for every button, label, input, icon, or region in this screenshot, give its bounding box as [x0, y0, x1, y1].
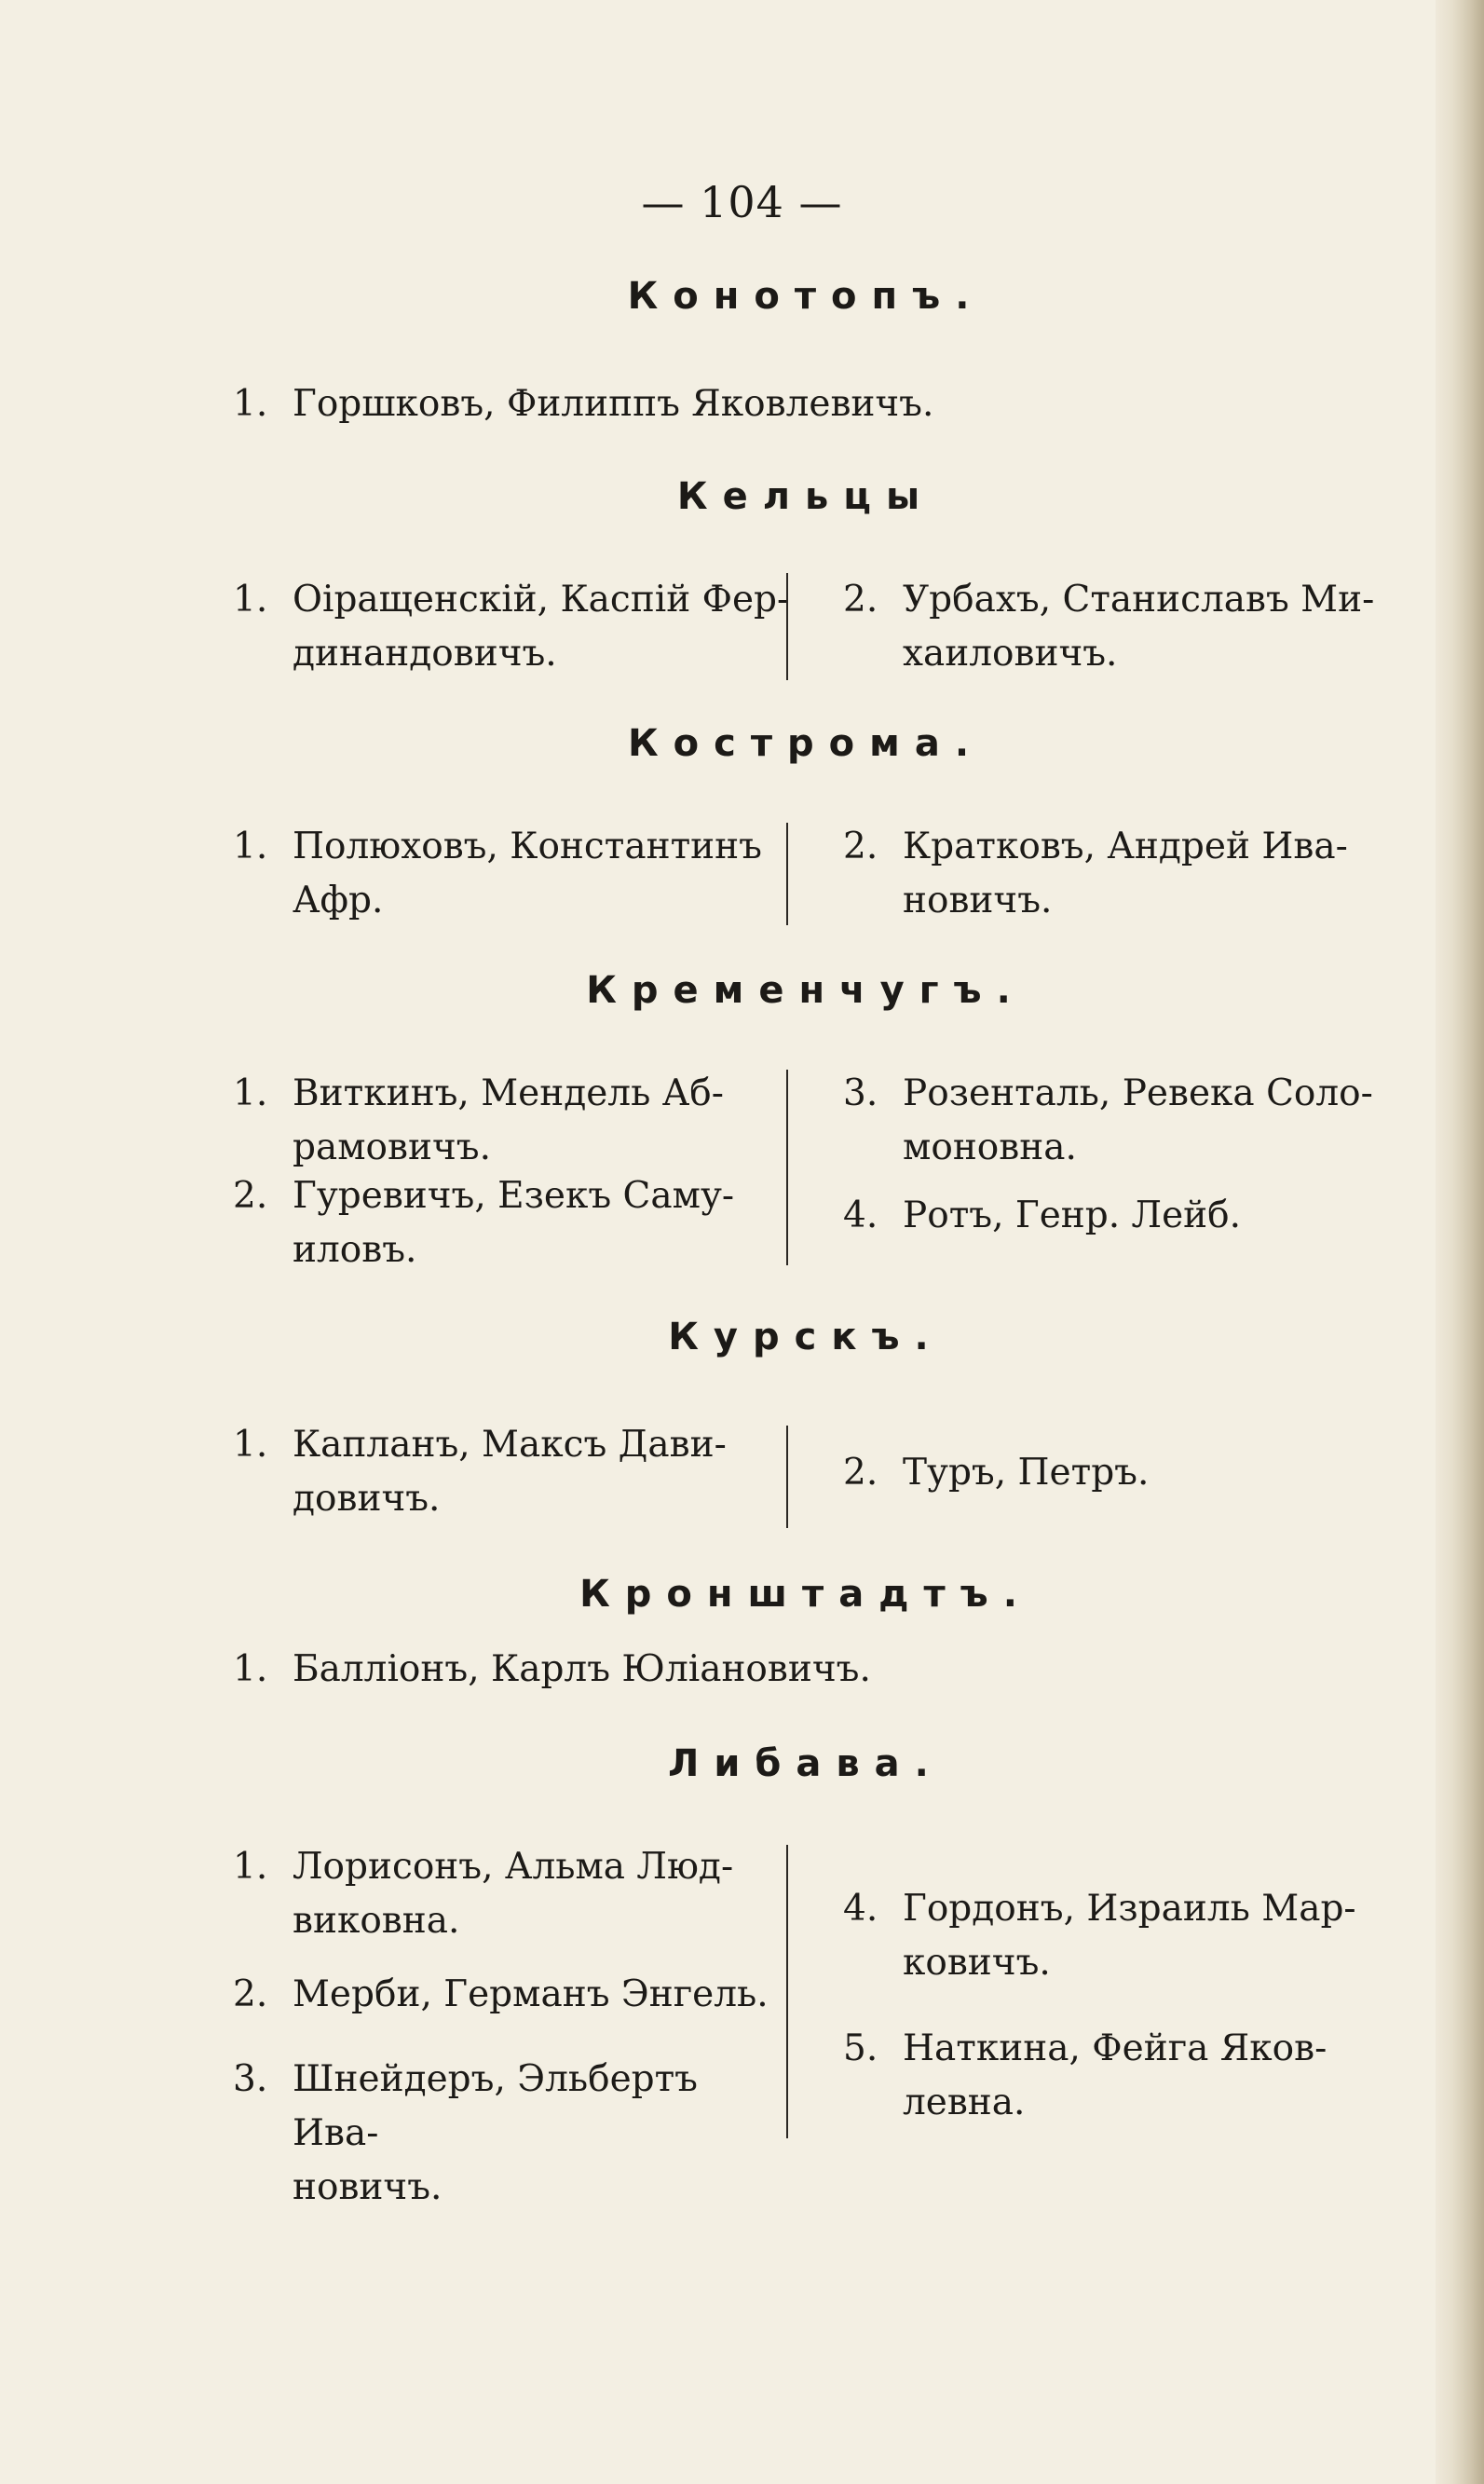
entry-line: Туръ, Петръ. — [903, 1452, 1150, 1494]
section-heading: Кельцы — [676, 475, 935, 518]
entry-line: Ротъ, Генр. Лейб. — [903, 1194, 1242, 1236]
entry-line: моновна. — [903, 1126, 1077, 1168]
entry-line: иловъ. — [293, 1229, 417, 1271]
entry-line: Капланъ, Максъ Дави- — [293, 1424, 727, 1466]
column-divider — [786, 1426, 788, 1528]
section-heading: Конотопъ. — [627, 275, 985, 318]
entry-number: 2. — [843, 579, 878, 621]
entry-number: 2. — [233, 1973, 268, 2015]
entry-number: 2. — [843, 826, 878, 867]
entry-number: 1. — [233, 1424, 268, 1466]
column-divider — [786, 573, 788, 680]
column-divider — [786, 823, 788, 925]
entry-number: 4. — [843, 1194, 878, 1236]
entry-name: Балліонъ, Карлъ Юліановичъ. — [293, 1648, 871, 1690]
entry-line: Кратковъ, Андрей Ива- — [903, 826, 1348, 867]
entry-number: 4. — [843, 1888, 878, 1930]
entry-line: виковна. — [293, 1900, 460, 1942]
section-heading: Курскъ. — [668, 1316, 944, 1358]
entry-line: Афр. — [293, 880, 384, 921]
entry-line: левна. — [903, 2081, 1026, 2123]
entry-number: 1. — [233, 383, 268, 425]
entry-line: Гордонъ, Израиль Мар- — [903, 1888, 1356, 1930]
entry-line: Наткина, Фейга Яков- — [903, 2027, 1327, 2069]
entry-line: Виткинъ, Мендель Аб- — [293, 1072, 724, 1114]
page-number: — 104 — — [641, 177, 843, 227]
section-heading: Либава. — [668, 1742, 944, 1785]
section-heading: Кременчугъ. — [586, 969, 1026, 1012]
entry-line: рамовичъ. — [293, 1126, 491, 1168]
entry-number: 3. — [233, 2058, 268, 2100]
entry-name: Горшковъ, Филиппъ Яковлевичъ. — [293, 383, 934, 425]
entry-number: 1. — [233, 579, 268, 621]
entry-line: Гуревичъ, Езекъ Саму- — [293, 1175, 735, 1217]
entry-line: динандовичъ. — [293, 633, 557, 675]
entry-number: 1. — [233, 1072, 268, 1114]
entry-line: Мерби, Германъ Энгель. — [293, 1973, 769, 2015]
entry-line: новичъ. — [293, 2166, 442, 2208]
entry-number: 1. — [233, 1648, 268, 1690]
entry-line: новичъ. — [903, 880, 1053, 921]
entry-line: Полюховъ, Константинъ — [293, 826, 762, 867]
section-heading: Кронштадтъ. — [579, 1573, 1032, 1616]
page-edge-shadow — [1436, 0, 1484, 2484]
column-divider — [786, 1845, 788, 2138]
entry-number: 5. — [843, 2027, 878, 2069]
entry-line: Шнейдеръ, Эльбертъ Ива- — [293, 2058, 698, 2154]
entry-line: хаиловичъ. — [903, 633, 1118, 675]
entry-line: Оіращенскій, Каспій Фер- — [293, 579, 790, 621]
column-divider — [786, 1070, 788, 1265]
entry-number: 2. — [843, 1452, 878, 1494]
entry-line: ковичъ. — [903, 1942, 1051, 1984]
entry-number: 1. — [233, 1846, 268, 1888]
entry-number: 2. — [233, 1175, 268, 1217]
entry-line: Урбахъ, Станиславъ Ми- — [903, 579, 1375, 621]
entry-number: 3. — [843, 1072, 878, 1114]
entry-line: Лорисонъ, Альма Люд- — [293, 1846, 734, 1888]
entry-line: Розенталь, Ревека Соло- — [903, 1072, 1373, 1114]
entry-line: довичъ. — [293, 1478, 441, 1520]
section-heading: Кострома. — [627, 722, 985, 765]
entry-number: 1. — [233, 826, 268, 867]
